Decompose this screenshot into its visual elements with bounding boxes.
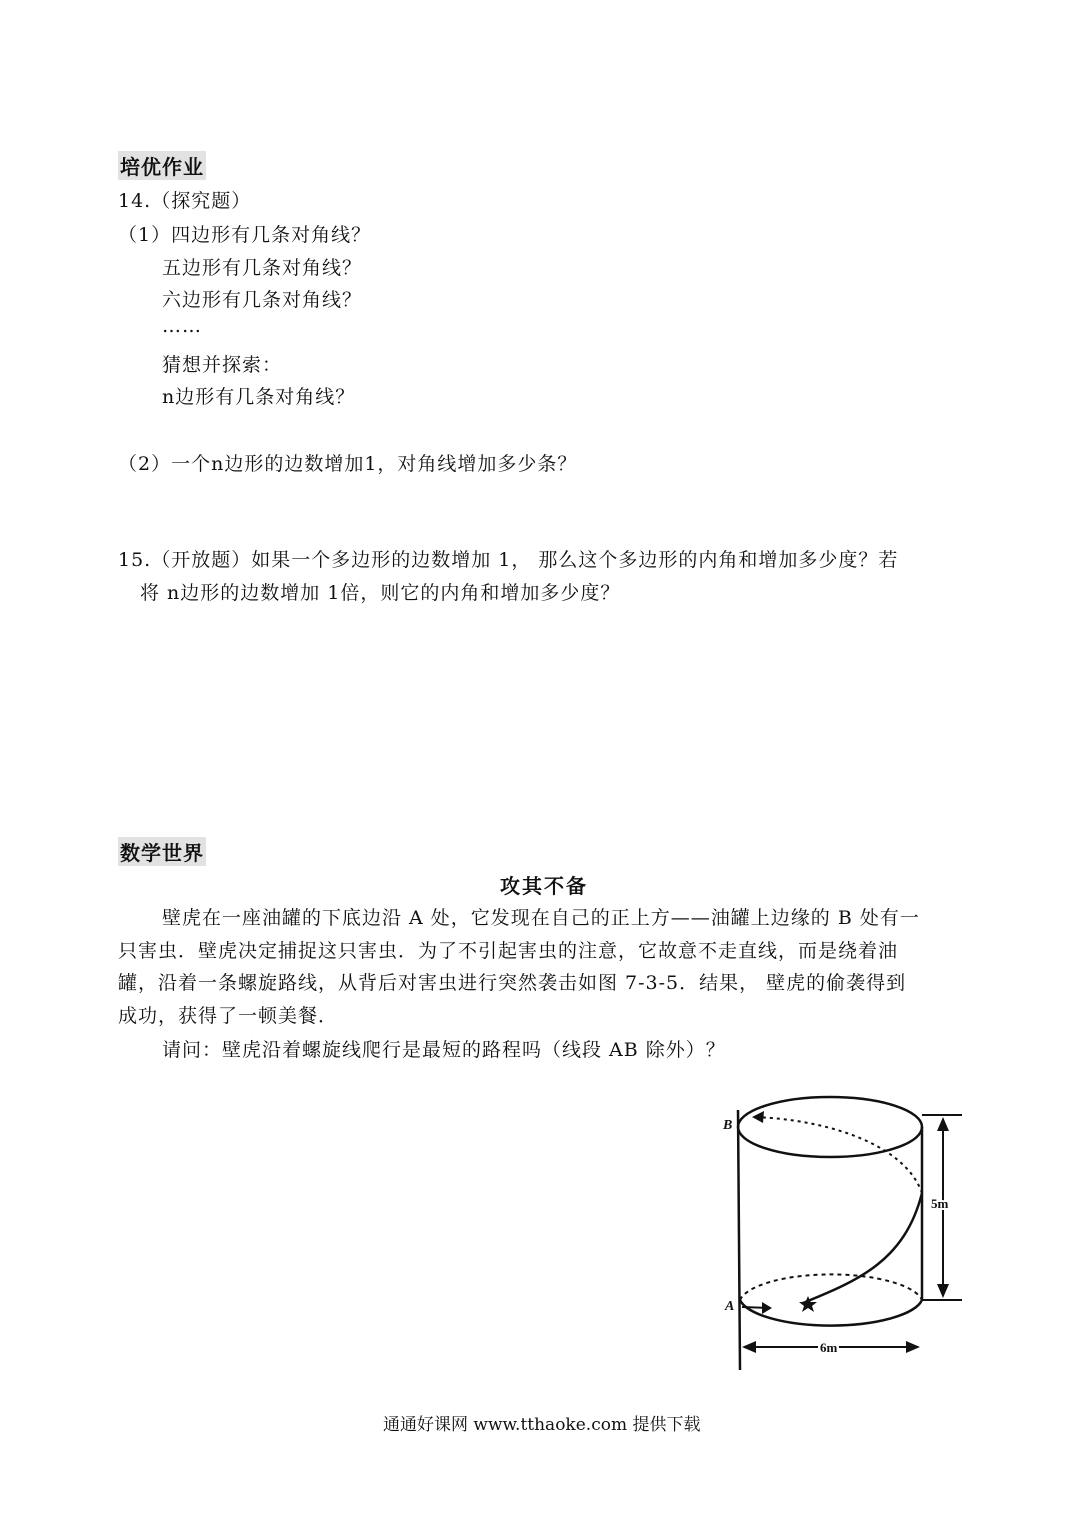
story-paragraph-line: 壁虎在一座油罐的下底边沿 A 处，它发现在自己的正上方——油罐上边缘的 B 处有一 — [162, 907, 920, 929]
question-15-line: 将 n边形的边数增加 1倍，则它的内角和增加多少度？ — [140, 582, 621, 604]
question-14-title: 14.（探究题） — [118, 190, 252, 212]
question-14-part1-line: 五边形有几条对角线？ — [162, 257, 363, 279]
height-arrow-up — [937, 1117, 949, 1131]
question-15-line: 15.（开放题）如果一个多边形的边数增加 1， 那么这个多边形的内角和增加多少度？若 — [118, 549, 899, 571]
question-14-part1-line: （1）四边形有几条对角线？ — [118, 224, 372, 246]
arrowhead-near-a — [762, 1302, 772, 1314]
story-title: 攻其不备 — [500, 874, 588, 898]
cylinder-bottom-back — [740, 1274, 922, 1300]
cylinder-left-side — [738, 1110, 740, 1370]
arrowhead-at-b — [752, 1111, 764, 1123]
width-label: 6m — [820, 1340, 838, 1355]
question-14-ellipsis: …… — [162, 315, 202, 337]
question-14-part1-line: 六边形有几条对角线？ — [162, 289, 363, 311]
question-14-part1-line: n边形有几条对角线？ — [162, 386, 356, 408]
height-arrow-down — [937, 1284, 949, 1298]
section-header-homework: 培优作业 — [118, 151, 206, 180]
spiral-path-back — [755, 1117, 922, 1193]
story-paragraph-line: 罐，沿着一条螺旋路线，从背后对害虫进行突然袭击如图 7-3-5．结果， 壁虎的偷袭得到 — [118, 972, 907, 994]
cylinder-diagram — [700, 1075, 980, 1375]
point-a-label: A — [725, 1299, 735, 1314]
section-header-math-world: 数学世界 — [118, 837, 206, 866]
question-14-part2: （2）一个n边形的边数增加1，对角线增加多少条？ — [118, 453, 578, 475]
cylinder-top-ellipse — [738, 1097, 922, 1157]
width-arrow-left — [742, 1341, 756, 1353]
story-paragraph-line: 只害虫．壁虎决定捕捉这只害虫．为了不引起害虫的注意，它故意不走直线，而是绕着油 — [118, 940, 899, 962]
point-b-label: B — [723, 1118, 733, 1133]
height-label: 5m — [931, 1196, 949, 1211]
cylinder-bottom-front — [740, 1300, 922, 1326]
width-arrow-right — [906, 1341, 920, 1353]
story-question: 请问：壁虎沿着螺旋线爬行是最短的路程吗（线段 AB 除外）？ — [162, 1039, 726, 1061]
question-14-part1-line: 猜想并探索： — [162, 354, 283, 376]
footer-text: 通通好课网 www.tthaoke.com 提供下载 — [383, 1415, 701, 1435]
story-paragraph-line: 成功，获得了一顿美餐． — [118, 1005, 339, 1027]
